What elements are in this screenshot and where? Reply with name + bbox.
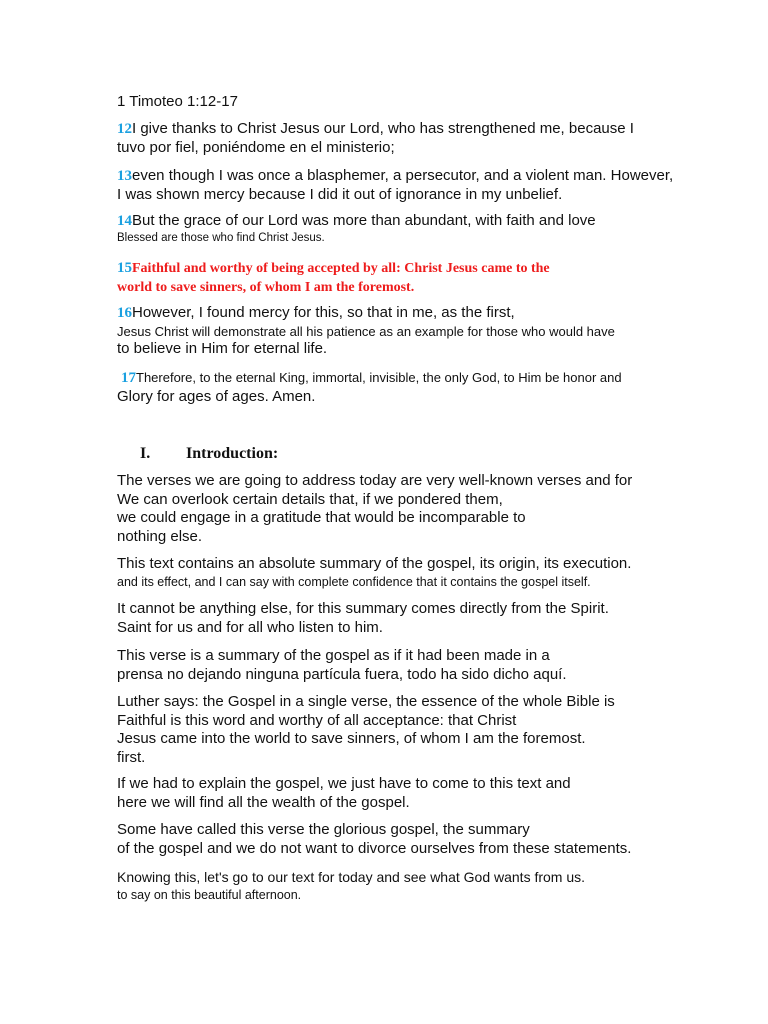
section-heading [140,444,278,464]
paragraph-line: we could engage in a gratitude that would be incomparable to [117,509,526,526]
paragraph-line: Some have called this verse the glorious gospel, the summary [117,821,530,838]
paragraph-line: of the gospel and we do not want to divorce ourselves from these statements. [117,839,632,857]
verse-14-line-2: Blessed are those who find Christ Jesus. [117,231,325,244]
paragraph-line: We can overlook certain details that, if we pondered them, [117,490,503,508]
verse-number: 12 [117,121,132,137]
paragraph-5 [117,693,662,767]
verse-17-line-1 [117,369,662,388]
verse-16-line-3: to believe in Him for eternal life. [117,339,328,357]
paragraph-2 [117,555,662,590]
verse-16 [117,304,662,358]
verse-14 [117,212,662,245]
paragraph-line: Saint for us and for all who listen to him. [117,618,383,636]
scripture-reference: 1 Timoteo 1:12-17 [117,93,238,110]
verse-text: However, I found mercy for this, so that in me, as the first, [132,304,515,321]
paragraph-4 [117,647,662,684]
verse-14-line-1 [117,212,662,231]
verse-text: But the grace of our Lord was more than abundant, with faith and love [132,212,596,229]
paragraph-line: prensa no dejando ninguna partícula fuera, todo ha sido dicho aquí. [117,665,567,683]
verse-16-line-2: Jesus Christ will demonstrate all his patience as an example for those who would have [117,323,615,339]
verse-12-line-2: tuvo por fiel, poniéndome en el ministerio; [117,138,395,156]
section-number: I. [140,445,151,462]
verse-number: 17 [121,370,136,386]
paragraph-line: to say on this beautiful afternoon. [117,887,302,902]
paragraph-line: Faithful is this word and worthy of all acceptance: that Christ [117,711,517,729]
verse-15 [117,259,662,297]
paragraph-1 [117,472,662,546]
paragraph-line: It cannot be anything else, for this summary comes directly from the Spirit. [117,600,609,617]
paragraph-line: first. [117,748,146,766]
verse-13-line-1 [117,167,674,186]
verse-15-line-2: world to save sinners, of whom I am the foremost. [117,279,415,295]
paragraph-8 [117,868,662,903]
paragraph-3 [117,600,662,637]
paragraph-line: and its effect, and I can say with complete confidence that it contains the gospel itself. [117,574,591,589]
verse-number: 16 [117,305,132,321]
verse-text: Therefore, to the eternal King, immortal, invisible, the only God, to Him be honor and [136,370,622,385]
verse-17-line-2: Glory for ages of ages. Amen. [117,387,316,405]
verse-12-line-1 [117,120,662,139]
verse-13 [117,167,674,204]
verse-number: 13 [117,168,132,184]
verse-text: even though I was once a blasphemer, a persecutor, and a violent man. However, [132,167,674,184]
verse-number: 15 [117,260,132,276]
verse-15-line-1 [117,259,662,279]
paragraph-line: here we will find all the wealth of the gospel. [117,793,410,811]
verse-text: Faithful and worthy of being accepted by all: Christ Jesus came to the [132,261,550,276]
verse-16-line-1 [117,304,662,323]
verse-17 [117,369,662,406]
paragraph-line: If we had to explain the gospel, we just have to come to this text and [117,775,571,792]
verse-13-line-2: I was shown mercy because I did it out of ignorance in my unbelief. [117,185,563,203]
paragraph-line: nothing else. [117,527,203,545]
paragraph-line: The verses we are going to address today are very well-known verses and for [117,472,633,489]
verse-text: I give thanks to Christ Jesus our Lord, who has strengthened me, because I [132,120,634,137]
paragraph-7 [117,821,662,858]
section-title: Introduction: [186,445,279,462]
paragraph-6 [117,775,662,812]
paragraph-line: Luther says: the Gospel in a single verse, the essence of the whole Bible is [117,693,615,710]
verse-number: 14 [117,213,132,229]
paragraph-line: Knowing this, let's go to our text for today and see what God wants from us. [117,869,586,885]
paragraph-line: This text contains an absolute summary of the gospel, its origin, its execution. [117,555,632,572]
paragraph-line: This verse is a summary of the gospel as if it had been made in a [117,647,550,664]
verse-12 [117,120,662,157]
paragraph-line: Jesus came into the world to save sinners, of whom I am the foremost. [117,730,586,747]
